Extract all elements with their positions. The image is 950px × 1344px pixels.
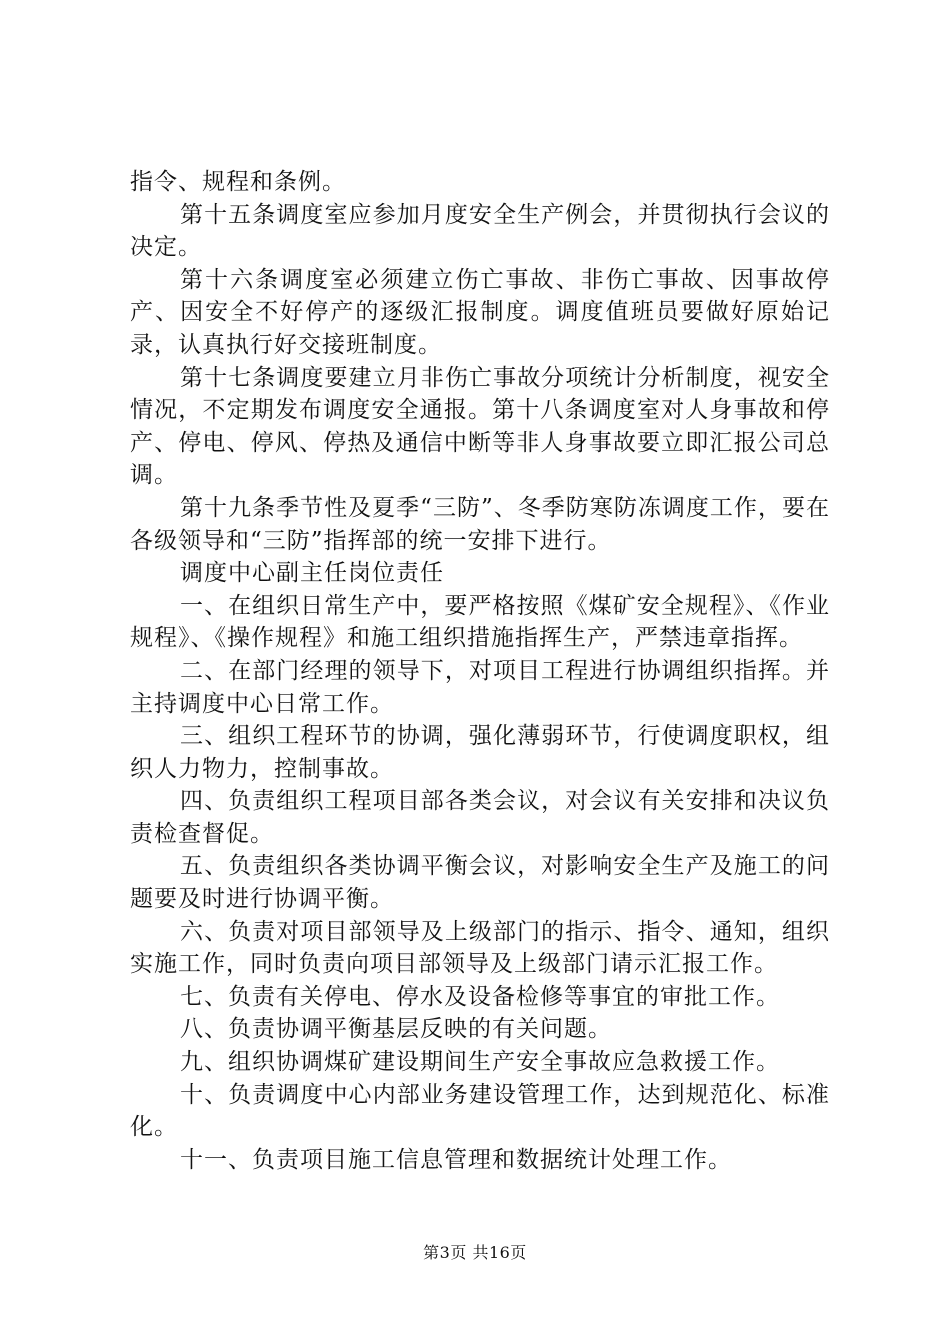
duty-item-6: 六、负责对项目部领导及上级部门的指示、指令、通知，组织实施工作，同时负责向项目部领导及上级部门请示汇报工作。: [130, 918, 830, 978]
paragraph-article-16: 第十六条调度室必须建立伤亡事故、非伤亡事故、因事故停产、因安全不好停产的逐级汇报制度。调度值班员要做好原始记录，认真执行好交接班制度。: [130, 266, 830, 358]
duty-item-4: 四、负责组织工程项目部各类会议，对会议有关安排和决议负责检查督促。: [130, 788, 830, 847]
document-body: [130, 166, 830, 1176]
duty-item-9: 九、组织协调煤矿建设期间生产安全事故应急救援工作。: [180, 1049, 780, 1076]
duty-item-7: 七、负责有关停电、停水及设备检修等事宜的审批工作。: [180, 983, 780, 1010]
paragraph-article-19: 第十九条季节性及夏季“三防”、冬季防寒防冻调度工作，要在各级领导和“三防”指挥部的统一安排下进行。: [130, 494, 830, 554]
duty-item-3: 三、组织工程环节的协调，强化薄弱环节，行使调度职权，组织人力物力，控制事故。: [130, 723, 830, 782]
paragraph-article-17-18: 第十七条调度要建立月非伤亡事故分项统计分析制度，视安全情况，不定期发布调度安全通报。第十八条调度室对人身事故和停产、停电、停风、停热及通信中断等非人身事故要立即汇报公司总调。: [130, 364, 830, 489]
duty-item-10: 十、负责调度中心内部业务建设管理工作，达到规范化、标准化。: [130, 1081, 830, 1141]
page-number-footer: 第3页 共16页: [423, 1243, 527, 1262]
section-heading: 调度中心副主任岗位责任: [180, 560, 444, 587]
duty-item-1: 一、在组织日常生产中，要严格按照《煤矿安全规程》、《作业规程》、《操作规程》和施工组织措施指挥生产，严禁违章指挥。: [130, 592, 830, 652]
duty-item-8: 八、负责协调平衡基层反映的有关问题。: [180, 1016, 612, 1043]
duty-item-2: 二、在部门经理的领导下，对项目工程进行协调组织指挥。并主持调度中心日常工作。: [130, 657, 830, 717]
paragraph-article-15: 第十五条调度室应参加月度安全生产例会，并贯彻执行会议的决定。: [130, 201, 830, 261]
duty-item-11: 十一、负责项目施工信息管理和数据统计处理工作。: [180, 1146, 732, 1173]
duty-item-5: 五、负责组织各类协调平衡会议，对影响安全生产及施工的问题要及时进行协调平衡。: [130, 853, 830, 913]
paragraph-continuation: 指令、规程和条例。: [130, 169, 346, 195]
